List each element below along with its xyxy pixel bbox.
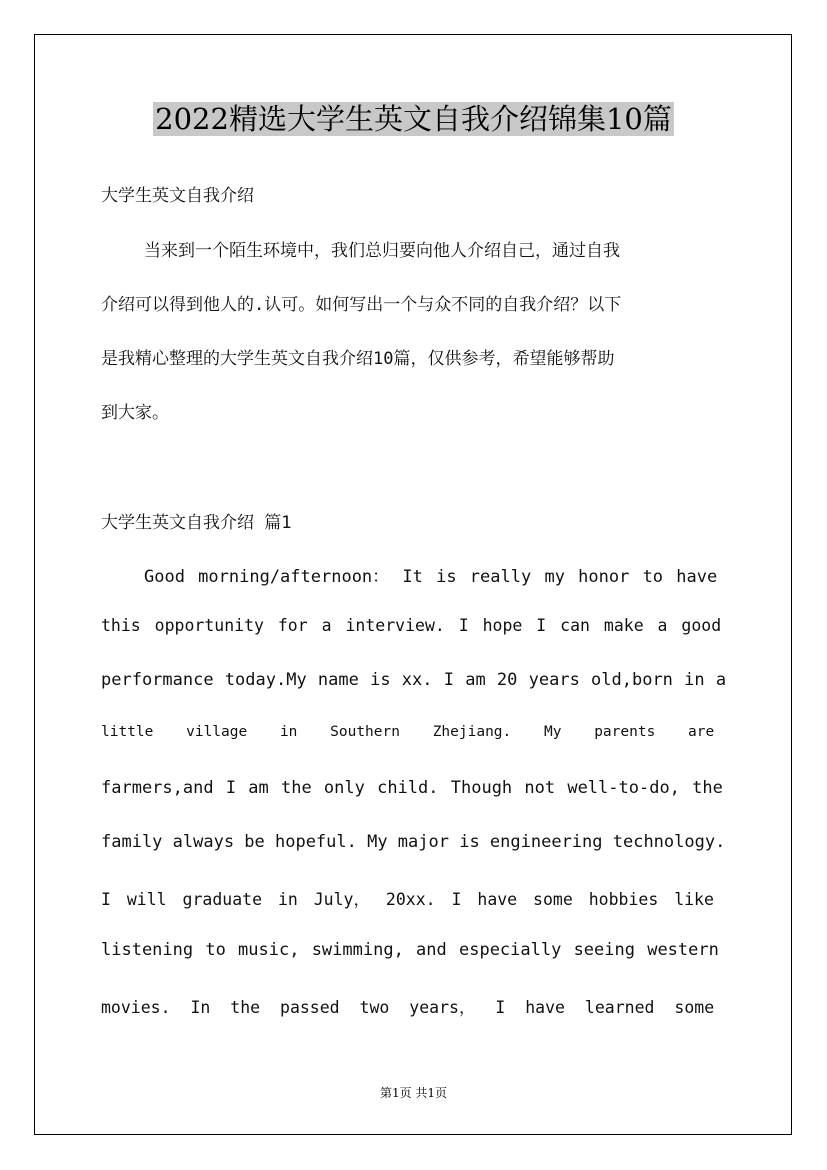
intro-line-3: 是我精心整理的大学生英文自我介绍10篇，仅供参考，希望能够帮助 (101, 349, 615, 369)
body-line-7: I will graduate in July， 20xx. I have some hobbies like (101, 890, 714, 909)
body-line-3: performance today.My name is xx. I am 20 years old,born in a (101, 670, 727, 690)
document-title: 2022精选大学生英文自我介绍锦集10篇 (155, 102, 672, 136)
body-line-1: Good morning/afternoon： It is really my honor to have (144, 567, 718, 587)
intro-line-4: 到大家。 (101, 403, 169, 423)
intro-line-2: 介绍可以得到他人的.认可。如何写出一个与众不同的自我介绍？以下 (101, 295, 622, 315)
page-footer: 第1页 共1页 (379, 1086, 448, 1100)
body-line-2: this opportunity for a interview. I hope I can make a good (101, 616, 722, 635)
body-line-4: little village in Southern Zhejiang. My parents are (101, 724, 715, 740)
section-heading: 大学生英文自我介绍 (101, 186, 254, 206)
body-line-5: farmers,and I am the only child. Though not well-to-do, the (101, 778, 723, 798)
body-line-8: listening to music, swimming, and especially seeing western (101, 940, 719, 960)
body-line-9: movies. In the passed two years， I have learned some (101, 998, 715, 1017)
intro-line-1: 当来到一个陌生环境中，我们总归要向他人介绍自己，通过自我 (144, 241, 620, 261)
part-heading: 大学生英文自我介绍 篇1 (101, 513, 292, 533)
body-line-6: family always be hopeful. My major is engineering technology. (101, 832, 726, 852)
